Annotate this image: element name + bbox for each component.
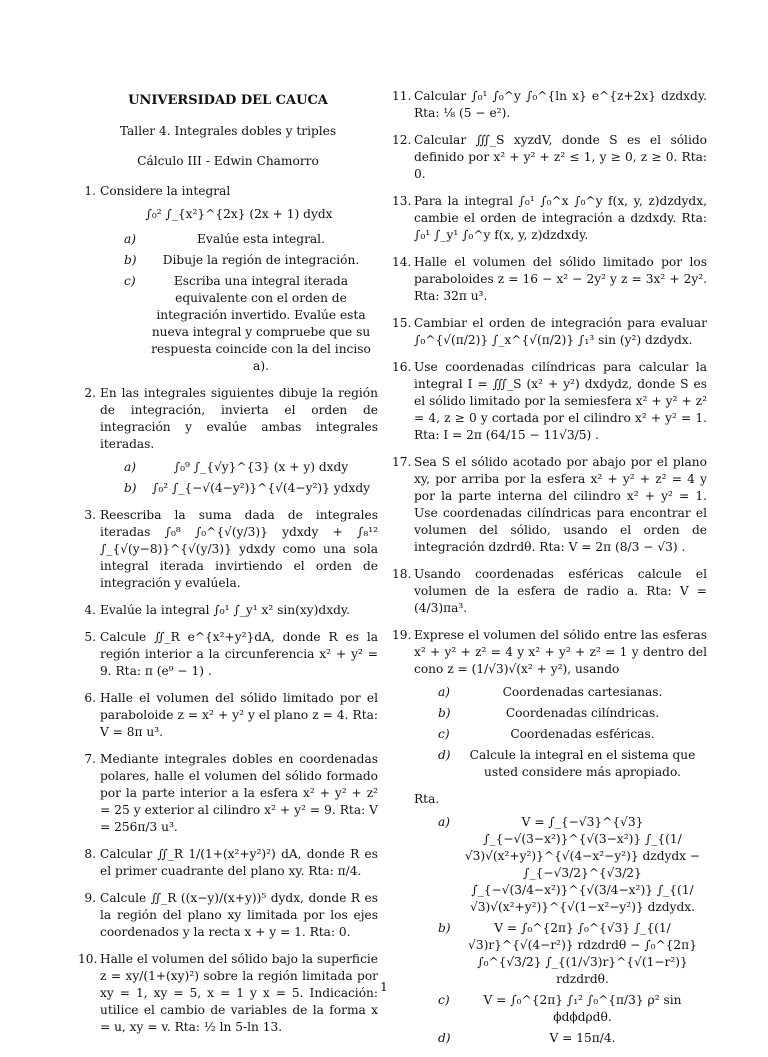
problem-number: 12. (392, 133, 412, 147)
answer-letter: c) (438, 993, 450, 1007)
problem-item (78, 507, 378, 592)
problem-text: Considere la integral (100, 184, 231, 198)
problem-item (78, 385, 378, 497)
subpart-list (100, 459, 378, 497)
answer-list (414, 814, 707, 1047)
problem-item (392, 566, 707, 617)
subpart-item (438, 705, 707, 722)
problem-item (78, 183, 378, 375)
subpart-item (124, 459, 378, 476)
answer-text: V = ∫₀^{2π} ∫₀^{√3} ∫_{(1/√3)r}^{√(4−r²)} rdzdrdθ − ∫₀^{2π} ∫₀^{√3/2} ∫_{(1/√3)r}^{√(1−r²)} rdzdrdθ. (468, 921, 697, 986)
subpart-letter: c) (124, 274, 136, 288)
problem-item (392, 254, 707, 305)
problem-text: Para la integral ∫₀¹ ∫₀^x ∫₀^y f(x, y, z)dzdydx, cambie el orden de integración a dzdxdy. Rta: ∫₀¹ ∫_y¹ ∫₀^y f(x, y, z)dzdxdy. (414, 194, 707, 242)
problem-text: Calcule ∬_R ((x−y)/(x+y))⁵ dydx, donde R es la región del plano xy limitada por los ejes coordenados y la recta x + y = 1. Rta: 0. (100, 891, 378, 939)
problem-text: Evalúe la integral ∫₀¹ ∫_y¹ x² sin(xy)dxdy. (100, 603, 351, 617)
answer-item (438, 1030, 707, 1047)
problem-text: Usando coordenadas esféricas calcule el volumen de la esfera de radio a. Rta: V = (4/3)πa³. (414, 567, 707, 615)
university-title: UNIVERSIDAD DEL CAUCA (128, 93, 328, 108)
problem-number: 2. (84, 386, 96, 400)
problem-item (392, 454, 707, 556)
problem-number: 19. (392, 628, 412, 642)
problem-item (78, 629, 378, 680)
answer-item (438, 920, 707, 988)
problem-item (392, 193, 707, 244)
subpart-item (124, 252, 378, 269)
subpart-text: Coordenadas cilíndricas. (505, 706, 660, 720)
problem-number: 7. (84, 752, 96, 766)
problem-number: 3. (84, 508, 96, 522)
problem-text: Calcular ∭_S xyzdV, donde S es el sólido definido por x² + y² + z² ≤ 1, y ≥ 0, z ≥ 0. Rta: 0. (414, 133, 707, 181)
problem-item (78, 690, 378, 741)
problem-item (392, 132, 707, 183)
problem-text: En las integrales siguientes dibuje la región de integración, invierta el orden de integración y evalúe ambas integrales iteradas. (100, 386, 378, 451)
subpart-item (124, 273, 378, 375)
subpart-letter: b) (124, 253, 137, 267)
subpart-list (414, 684, 707, 781)
problem-list-left (78, 183, 378, 1036)
subpart-letter: a) (438, 685, 451, 699)
problem-text: Calcular ∫₀¹ ∫₀^y ∫₀^{ln x} e^{z+2x} dzdxdy. Rta: ⅛ (5 − e²). (414, 89, 707, 120)
subpart-text: Escriba una integral iterada equivalente con el orden de integración invertido. Evalúe esta nueva integral y compruebe que su respuesta coincide con la del inciso a). (151, 274, 371, 373)
answer-label: Rta. (414, 792, 440, 806)
subpart-text: ∫₀² ∫_{−√(4−y²)}^{√(4−y²)} ydxdy (151, 481, 371, 495)
problem-number: 13. (392, 194, 412, 208)
answer-letter: d) (438, 1031, 451, 1045)
problem-equation: ∫₀² ∫_{x²}^{2x} (2x + 1) dydx (145, 207, 333, 221)
problem-item (392, 88, 707, 122)
subpart-text: ∫₀⁹ ∫_{√y}^{3} (x + y) dxdy (173, 460, 349, 474)
problem-number: 8. (84, 847, 96, 861)
subpart-text: Calcule la integral en el sistema que usted considere más apropiado. (469, 748, 696, 779)
problem-text: Halle el volumen del sólido limitado por el paraboloide z = x² + y² y el plano z = 4. Rta: V = 8π u³. (100, 691, 378, 739)
answer-text: V = 15π/4. (549, 1031, 616, 1045)
page-number: 1 (380, 980, 388, 994)
answer-letter: a) (438, 815, 451, 829)
problem-text: Cambiar el orden de integración para evaluar ∫₀^{√(π/2)} ∫_x^{√(π/2)} ∫₁³ sin (y²) dzdydx. (414, 316, 707, 347)
problem-text: Calcular ∬_R 1/(1+(x²+y²)²) dA, donde R es el primer cuadrante del plano xy. Rta: π/4. (100, 847, 378, 878)
answer-text: V = ∫₀^{2π} ∫₁² ∫₀^{π/3} ρ² sin ϕdϕdρdθ. (483, 993, 682, 1024)
problem-text: Sea S el sólido acotado por abajo por el plano xy, por arriba por la esfera x² + y² + z² = 4 y por la parte interna del cilindro x² + y² = 1. Use coordenadas cilíndricas para encontrar el volumen del sólido, usando el orden de integración dzdrdθ. Rta: V = 2π (8/3 − √3) . (414, 455, 707, 554)
problem-item (78, 890, 378, 941)
problem-item (392, 315, 707, 349)
subpart-letter: d) (438, 748, 451, 762)
subpart-letter: a) (124, 460, 137, 474)
problem-text: Exprese el volumen del sólido entre las esferas x² + y² + z² = 4 y x² + y² + z² = 1 y dentro del cono z = (1/√3)√(x² + y²), usando (414, 628, 707, 676)
problem-number: 17. (392, 455, 412, 469)
answer-item (438, 992, 707, 1026)
problem-text: Halle el volumen del sólido limitado por los paraboloides z = 16 − x² − 2y² y z = 3x² + 2y². Rta: 32π u³. (414, 255, 707, 303)
answer-item (438, 814, 707, 916)
problem-number: 16. (392, 360, 412, 374)
subpart-letter: b) (124, 481, 137, 495)
subpart-item (438, 684, 707, 701)
subpart-text: Evalúe esta integral. (197, 232, 325, 246)
problem-list-right (392, 88, 707, 1047)
answer-letter: b) (438, 921, 451, 935)
subpart-item (438, 726, 707, 743)
problem-item (392, 359, 707, 444)
subpart-list (100, 231, 378, 375)
problem-text: Mediante integrales dobles en coordenadas polares, halle el volumen del sólido formado por la parte interior a la esfera x² + y² + z² = 25 y exterior al cilindro x² + y² = 9. Rta: V = 256π/3 u³. (100, 752, 378, 834)
problem-item (78, 846, 378, 880)
problem-number: 14. (392, 255, 412, 269)
left-column (78, 88, 378, 1046)
answer-text: V = ∫_{−√3}^{√3} ∫_{−√(3−x²)}^{√(3−x²)} ∫_{(1/√3)√(x²+y²)}^{√(4−x²−y²)} dzdydx − ∫_{−√3/2}^{√3/2} ∫_{−√(3/4−x²)}^{√(3/4−x²)} ∫_{(1/√3)√(x²+y²)}^{√(1−x²−y²)} dzdydx. (464, 815, 701, 914)
problem-item (78, 602, 378, 619)
workshop-title: Taller 4. Integrales dobles y triples (119, 124, 337, 138)
problem-text: Halle el volumen del sólido bajo la superficie z = xy/(1+(xy)²) sobre la región limitada por xy = 1, xy = 5, x = 1 y x = 5. Indicación: utilice el cambio de variables de la forma x = u, xy = v. Rta: ½ ln 5-ln 13. (100, 952, 378, 1034)
problem-text: Reescriba la suma dada de integrales iteradas ∫₀⁸ ∫₀^{√(y/3)} ydxdy + ∫₈¹² ∫_{√(y−8)}^{√(y/3)} ydxdy como una sola integral iterada invirtiendo el orden de integración y evalúela. (100, 508, 378, 590)
subpart-item (124, 480, 378, 497)
problem-item (78, 751, 378, 836)
subpart-text: Coordenadas cartesianas. (502, 685, 663, 699)
right-column (392, 88, 707, 1057)
course-title: Cálculo III - Edwin Chamorro (137, 154, 319, 168)
subpart-letter: c) (438, 727, 450, 741)
problem-number: 1. (84, 184, 96, 198)
subpart-letter: a) (124, 232, 137, 246)
problem-number: 4. (84, 603, 96, 617)
subpart-text: Coordenadas esféricas. (510, 727, 655, 741)
problem-number: 15. (392, 316, 412, 330)
problem-number: 5. (84, 630, 96, 644)
subpart-text: Dibuje la región de integración. (162, 253, 360, 267)
subpart-item (438, 747, 707, 781)
problem-text: Use coordenadas cilíndricas para calcular la integral I = ∭_S (x² + y²) dxdydz, donde S es el sólido limitado por la semiesfera x² + y² + z² = 4, z ≥ 0 y cortada por el cilindro x² + y² = 1. Rta: I = 2π (64/15 − 11√3/5) . (414, 360, 707, 442)
subpart-item (124, 231, 378, 248)
problem-number: 18. (392, 567, 412, 581)
problem-number: 6. (84, 691, 96, 705)
problem-number: 11. (392, 89, 412, 103)
problem-text: Calcule ∬_R e^{x²+y²}dA, donde R es la región interior a la circunferencia x² + y² = 9. Rta: π (e⁹ − 1) . (100, 630, 378, 678)
problem-number: 9. (84, 891, 96, 905)
subpart-letter: b) (438, 706, 451, 720)
problem-number: 10. (78, 952, 98, 966)
